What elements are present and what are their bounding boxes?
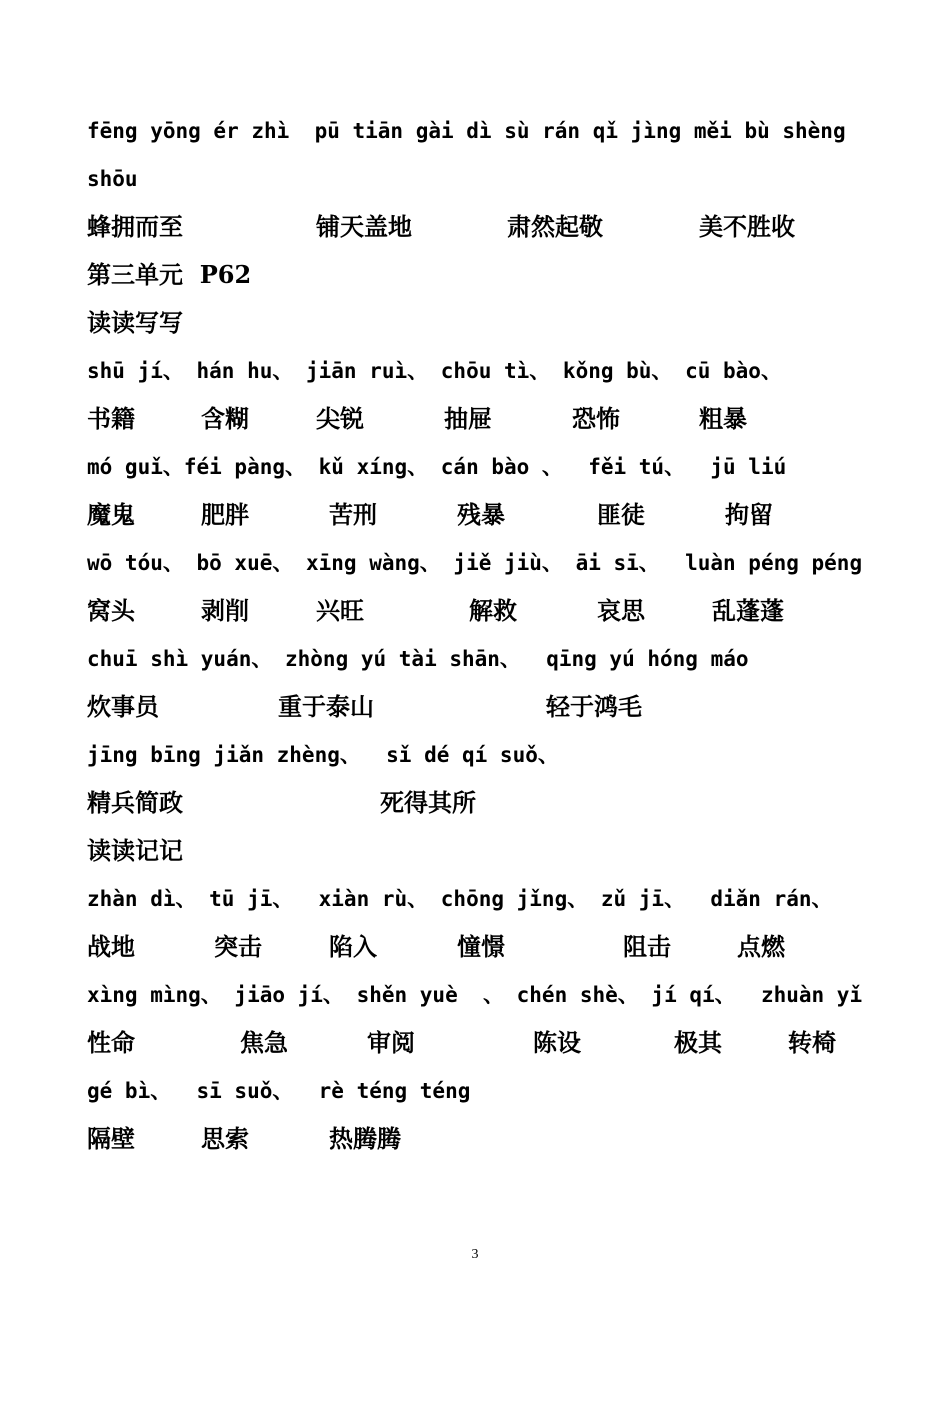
word: 魔鬼 xyxy=(87,500,135,529)
word: 点燃 xyxy=(737,932,785,961)
pinyin-line-9: gé bì、 sī suǒ、 rè téng téng xyxy=(87,1079,471,1103)
word: 书籍 xyxy=(87,404,135,433)
word: 匪徒 xyxy=(597,500,645,529)
word: 性命 xyxy=(87,1028,135,1057)
word: 重于泰山 xyxy=(278,692,374,721)
pinyin-line-8: xìng mìng、 jiāo jí、 shěn yuè 、 chén shè、 jí qí、 zhuàn yǐ xyxy=(87,983,863,1007)
word-row-8 xyxy=(87,1019,887,1067)
word: 战地 xyxy=(87,932,135,961)
unit-title: 第三单元 P62 xyxy=(87,260,252,289)
word: 炊事员 xyxy=(87,692,159,721)
word-row-1 xyxy=(87,203,887,251)
word: 美不胜收 xyxy=(699,212,795,241)
word-row-9 xyxy=(87,1115,887,1163)
word-row-3 xyxy=(87,491,887,539)
word: 抽屉 xyxy=(444,404,492,433)
word: 阻击 xyxy=(623,932,671,961)
word: 乱蓬蓬 xyxy=(712,596,784,625)
pinyin-line-5: chuī shì yuán、 zhòng yú tài shān、 qīng yú hóng máo xyxy=(87,647,749,671)
pinyin-line-2: shū jí、 hán hu、 jiān ruì、 chōu tì、 kǒng bù、 cū bào、 xyxy=(87,359,782,383)
word: 热腾腾 xyxy=(329,1124,401,1153)
word: 残暴 xyxy=(457,500,505,529)
word: 尖锐 xyxy=(316,404,364,433)
word: 陈设 xyxy=(533,1028,581,1057)
pinyin-line-1-continued: shōu xyxy=(87,167,138,191)
word: 兴旺 xyxy=(316,596,364,625)
word: 轻于鸿毛 xyxy=(546,692,642,721)
section-heading-read-remember: 读读记记 xyxy=(87,836,183,865)
word: 拘留 xyxy=(725,500,773,529)
word: 陷入 xyxy=(329,932,377,961)
pinyin-line-4: wō tóu、 bō xuē、 xīng wàng、 jiě jiù、 āi sī、 luàn péng péng xyxy=(87,551,863,575)
word: 解救 xyxy=(469,596,517,625)
word: 恐怖 xyxy=(572,404,620,433)
word: 转椅 xyxy=(788,1028,836,1057)
word: 剥削 xyxy=(201,596,249,625)
word: 苦刑 xyxy=(329,500,377,529)
word: 精兵简政 xyxy=(87,788,183,817)
word: 粗暴 xyxy=(699,404,747,433)
word: 隔壁 xyxy=(87,1124,135,1153)
word: 肥胖 xyxy=(201,500,249,529)
word: 蜂拥而至 xyxy=(87,212,183,241)
section-heading-read-write: 读读写写 xyxy=(87,308,183,337)
word-row-5 xyxy=(87,683,887,731)
pinyin-line-7: zhàn dì、 tū jī、 xiàn rù、 chōng jǐng、 zǔ jī、 diǎn rán、 xyxy=(87,887,833,911)
word-row-7 xyxy=(87,923,887,971)
pinyin-line-3: mó guǐ、féi pàng、 kǔ xíng、 cán bào 、 fěi tú、 jū liú xyxy=(87,455,787,479)
word: 突击 xyxy=(214,932,262,961)
word: 肃然起敬 xyxy=(507,212,603,241)
word: 含糊 xyxy=(201,404,249,433)
pinyin-line-6: jīng bīng jiǎn zhèng、 sǐ dé qí suǒ、 xyxy=(87,743,559,767)
word-row-6 xyxy=(87,779,887,827)
word-row-4 xyxy=(87,587,887,635)
word: 窝头 xyxy=(87,596,135,625)
word: 焦急 xyxy=(240,1028,288,1057)
word: 哀思 xyxy=(597,596,645,625)
word: 死得其所 xyxy=(380,788,476,817)
word: 憧憬 xyxy=(457,932,505,961)
word: 思索 xyxy=(201,1124,249,1153)
page-number: 3 xyxy=(471,1247,479,1262)
word: 极其 xyxy=(674,1028,722,1057)
document-body xyxy=(87,107,887,1163)
word: 铺天盖地 xyxy=(316,212,412,241)
word: 审阅 xyxy=(367,1028,415,1057)
pinyin-line-1: fēng yōng ér zhì pū tiān gài dì sù rán qǐ jìng měi bù shèng xyxy=(87,119,846,143)
word-row-2 xyxy=(87,395,887,443)
